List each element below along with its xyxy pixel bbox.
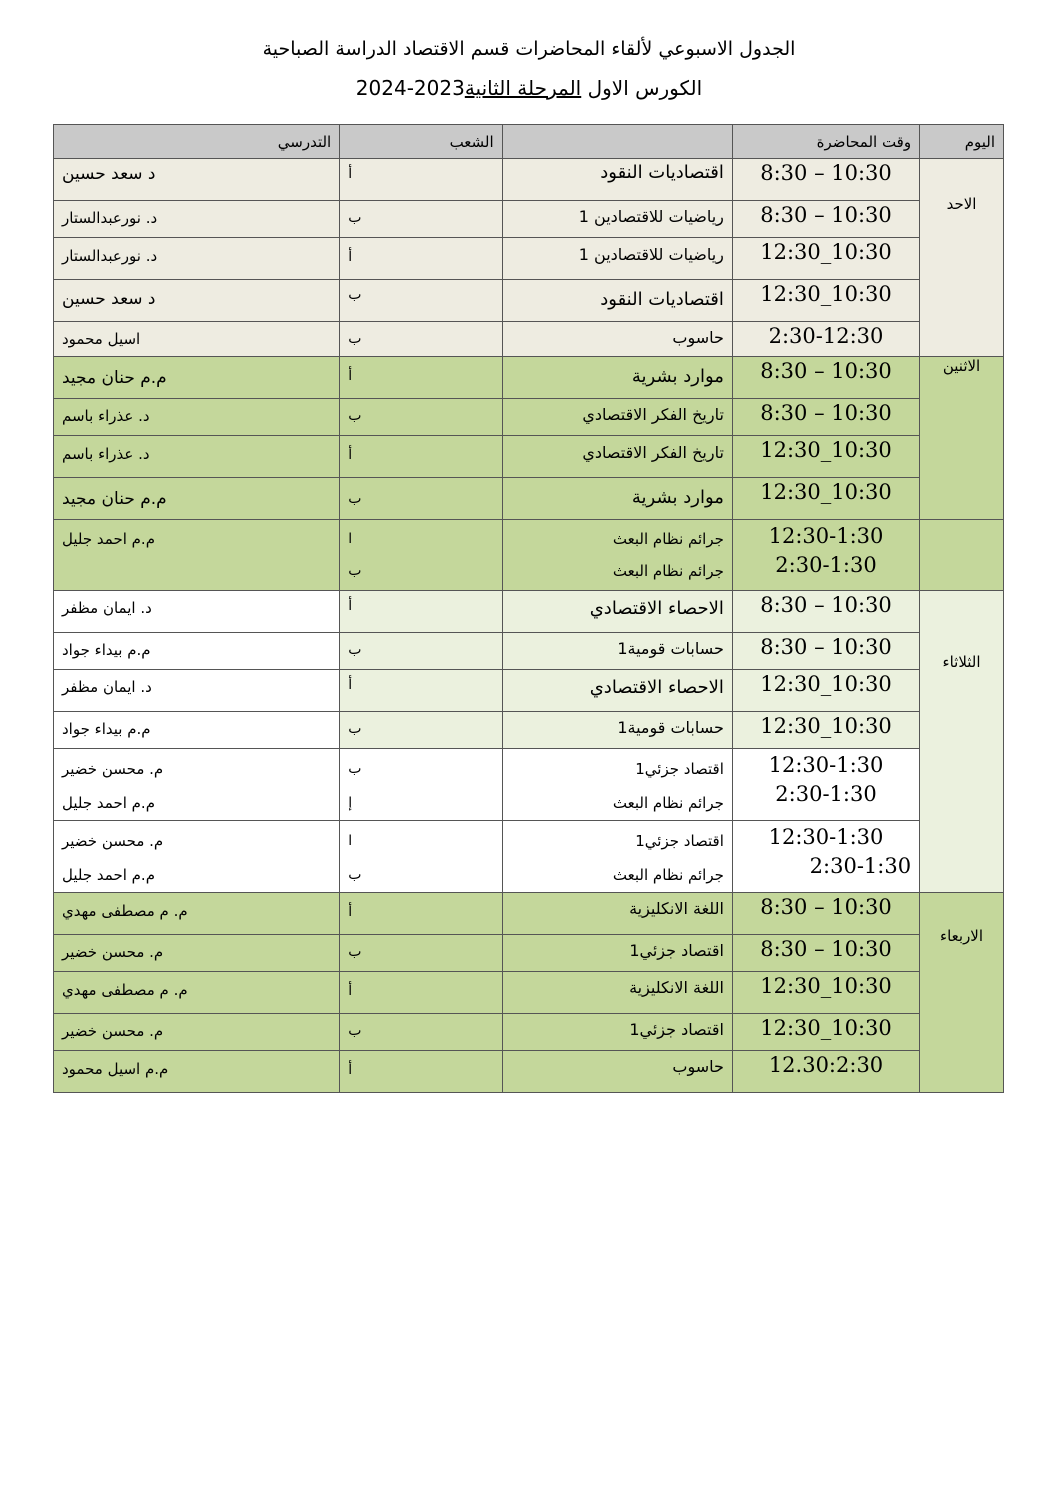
instructor-cell: م.م حنان مجيد <box>54 357 340 399</box>
table-row <box>54 591 1004 633</box>
course-cell <box>502 749 732 821</box>
table-row <box>54 1051 1004 1093</box>
course-cell: اقتصاد جزئي1 <box>502 935 732 972</box>
section-cell: أ <box>340 893 502 935</box>
instructor-cell <box>54 520 340 591</box>
time-cell: 2:30-12:30 <box>732 322 919 357</box>
table-row <box>54 399 1004 436</box>
table-row <box>54 478 1004 520</box>
instructor-cell: م.م بيداء جواد <box>54 633 340 670</box>
section-cell: أ <box>340 591 502 633</box>
course-cell: حاسوب <box>502 1051 732 1093</box>
column-header-instructor: التدرسي <box>54 125 340 159</box>
time-cell <box>732 520 919 591</box>
instructor-cell: م.م حنان مجيد <box>54 478 340 520</box>
section-cell: أ <box>340 1051 502 1093</box>
section-value: إ <box>348 795 353 811</box>
time-cell: 10:30 – 8:30 <box>732 893 919 935</box>
table-row <box>54 749 1004 821</box>
time-slot: 12:30-1:30 <box>768 825 884 849</box>
instructor-cell: د. نورعبدالستار <box>54 201 340 238</box>
day-wednesday: الاربعاء <box>920 893 1004 1093</box>
table-row <box>54 159 1004 201</box>
stage-label: المرحلة الثانية <box>464 76 582 100</box>
course-cell: موارد بشرية <box>502 357 732 399</box>
section-cell: ب <box>340 399 502 436</box>
time-cell: 10:30 – 8:30 <box>732 935 919 972</box>
section-value: ب <box>348 867 362 883</box>
table-row <box>54 238 1004 280</box>
time-cell: 12.30:2:30 <box>732 1051 919 1093</box>
day-sunday: الاحد <box>920 159 1004 357</box>
instructor-cell: م. م مصطفى مهدي <box>54 972 340 1014</box>
instructor-name: م. محسن خضير <box>62 832 164 850</box>
table-row <box>54 357 1004 399</box>
table-row <box>54 1014 1004 1051</box>
instructor-name: م.م احمد جليل <box>62 866 155 884</box>
time-cell: 10:30_12:30 <box>732 436 919 478</box>
section-cell: ب <box>340 633 502 670</box>
instructor-name: م.م احمد جليل <box>62 530 155 548</box>
course-cell: تاريخ الفكر الاقتصادي <box>502 436 732 478</box>
course-cell: اللغة الانكليزية <box>502 972 732 1014</box>
course-cell: اقتصاد جزئي1 <box>502 1014 732 1051</box>
time-cell: 10:30 – 8:30 <box>732 357 919 399</box>
section-cell: ب <box>340 1014 502 1051</box>
time-cell <box>732 749 919 821</box>
section-cell: ب <box>340 478 502 520</box>
course-cell: تاريخ الفكر الاقتصادي <box>502 399 732 436</box>
section-cell: أ <box>340 436 502 478</box>
instructor-cell: د سعد حسين <box>54 159 340 201</box>
instructor-cell: م. محسن خضير <box>54 935 340 972</box>
time-cell: 10:30 – 8:30 <box>732 591 919 633</box>
time-cell: 10:30_12:30 <box>732 670 919 712</box>
table-row <box>54 935 1004 972</box>
course-cell: حسابات قومية1 <box>502 712 732 749</box>
page-title: الجدول الاسبوعي لألقاء المحاضرات قسم الاقتصاد الدراسة الصباحية <box>262 38 796 60</box>
section-value: ا <box>348 833 353 849</box>
course-cell: رياضيات للاقتصادين 1 <box>502 238 732 280</box>
instructor-cell: م. م مصطفى مهدي <box>54 893 340 935</box>
column-header-course <box>502 125 732 159</box>
section-cell: أ <box>340 357 502 399</box>
instructor-cell: د. نورعبدالستار <box>54 238 340 280</box>
table-header-row <box>54 125 1004 159</box>
time-cell: 10:30_12:30 <box>732 972 919 1014</box>
section-cell: ب <box>340 280 502 322</box>
time-slot: 12:30-1:30 <box>768 753 884 777</box>
course-cell: اقتصاديات النقود <box>502 159 732 201</box>
course-name: جرائم نظام البعث <box>612 794 724 812</box>
course-cell <box>502 821 732 893</box>
instructor-cell: د. ايمان مظفر <box>54 591 340 633</box>
section-cell: ب <box>340 322 502 357</box>
table-row <box>54 633 1004 670</box>
instructor-cell: م.م اسيل محمود <box>54 1051 340 1093</box>
time-slot: 2:30-1:30 <box>809 854 912 878</box>
table-row <box>54 972 1004 1014</box>
time-cell: 10:30 – 8:30 <box>732 399 919 436</box>
instructor-cell: د سعد حسين <box>54 280 340 322</box>
time-slot: 12:30-1:30 <box>768 524 884 548</box>
table-row <box>54 893 1004 935</box>
day-monday: الاثنين <box>920 357 1004 520</box>
course-cell: حاسوب <box>502 322 732 357</box>
instructor-cell: د. ايمان مظفر <box>54 670 340 712</box>
section-value: ب <box>348 761 362 777</box>
course-cell: الاحصاء الاقتصادي <box>502 670 732 712</box>
academic-year: 2024-2023 <box>355 76 465 100</box>
day-cell-empty <box>920 520 1004 591</box>
section-cell <box>340 749 502 821</box>
course-cell <box>502 520 732 591</box>
instructor-name: م. محسن خضير <box>62 760 164 778</box>
course-cell: رياضيات للاقتصادين 1 <box>502 201 732 238</box>
table-row <box>54 821 1004 893</box>
instructor-name: م.م احمد جليل <box>62 794 155 812</box>
time-cell <box>732 821 919 893</box>
instructor-cell <box>54 749 340 821</box>
time-slot: 2:30-1:30 <box>775 553 877 577</box>
course-name: جرائم نظام البعث <box>612 866 724 884</box>
instructor-cell: اسيل محمود <box>54 322 340 357</box>
column-header-section: الشعب <box>340 125 502 159</box>
table-row <box>54 201 1004 238</box>
time-cell: 10:30 – 8:30 <box>732 159 919 201</box>
instructor-cell: م.م بيداء جواد <box>54 712 340 749</box>
time-cell: 10:30_12:30 <box>732 712 919 749</box>
column-header-time: وقت المحاضرة <box>732 125 919 159</box>
time-slot: 2:30-1:30 <box>775 782 877 806</box>
section-cell: ب <box>340 712 502 749</box>
course-name: جرائم نظام البعث <box>612 562 724 580</box>
page-subtitle <box>0 76 1058 100</box>
time-cell: 10:30_12:30 <box>732 1014 919 1051</box>
course-name: جرائم نظام البعث <box>612 530 724 548</box>
semester-label: الكورس الاول <box>581 76 703 100</box>
time-cell: 10:30 – 8:30 <box>732 201 919 238</box>
instructor-cell: م. محسن خضير <box>54 1014 340 1051</box>
schedule-table <box>53 124 1004 1093</box>
table-row <box>54 322 1004 357</box>
course-cell: حسابات قومية1 <box>502 633 732 670</box>
section-cell: أ <box>340 670 502 712</box>
course-cell: موارد بشرية <box>502 478 732 520</box>
section-value: ب <box>348 563 362 579</box>
instructor-cell: د. عذراء باسم <box>54 399 340 436</box>
table-row <box>54 712 1004 749</box>
instructor-cell <box>54 821 340 893</box>
section-value: ا <box>348 531 353 547</box>
table-row <box>54 436 1004 478</box>
course-cell: الاحصاء الاقتصادي <box>502 591 732 633</box>
day-tuesday: الثلاثاء <box>920 591 1004 893</box>
table-row <box>54 520 1004 591</box>
course-name: اقتصاد جزئي1 <box>635 832 724 850</box>
table-row <box>54 280 1004 322</box>
time-cell: 10:30 – 8:30 <box>732 633 919 670</box>
section-cell: أ <box>340 238 502 280</box>
course-cell: اقتصاديات النقود <box>502 280 732 322</box>
instructor-cell: د. عذراء باسم <box>54 436 340 478</box>
table-row <box>54 670 1004 712</box>
time-cell: 10:30_12:30 <box>732 478 919 520</box>
column-header-day: اليوم <box>920 125 1004 159</box>
section-cell <box>340 821 502 893</box>
section-cell: أ <box>340 159 502 201</box>
section-cell <box>340 520 502 591</box>
section-cell: ب <box>340 201 502 238</box>
section-cell: ب <box>340 935 502 972</box>
course-cell: اللغة الانكليزية <box>502 893 732 935</box>
section-cell: أ <box>340 972 502 1014</box>
time-cell: 10:30_12:30 <box>732 238 919 280</box>
course-name: اقتصاد جزئي1 <box>635 760 724 778</box>
time-cell: 10:30_12:30 <box>732 280 919 322</box>
